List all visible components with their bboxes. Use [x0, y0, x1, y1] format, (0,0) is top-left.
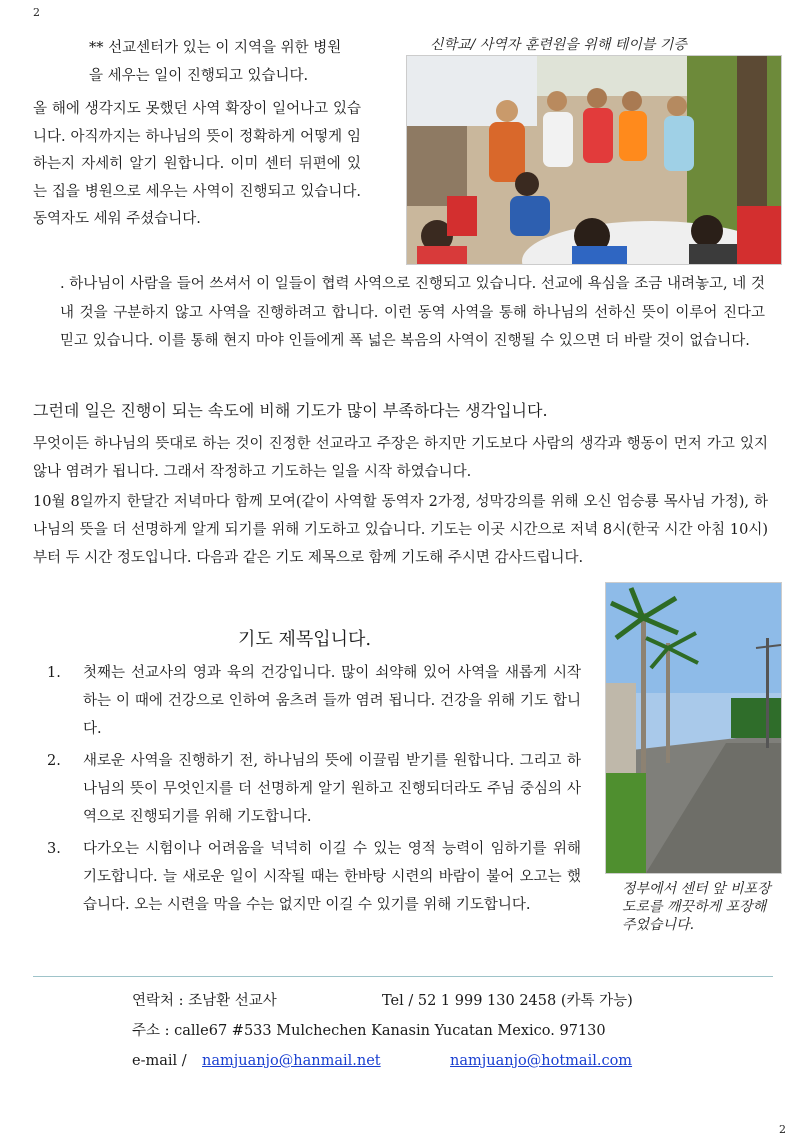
- prayer-item-3: [33, 835, 581, 919]
- hospital-notice-line2: 을 세우는 일이 진행되고 있습니다.: [89, 68, 309, 84]
- cooperation-paragraph: . 하나님이 사람을 들어 쓰셔서 이 일들이 협력 사역으로 진행되고 있습니다. 선교에 욕심을 조금 내려놓고, 네 것 내 것을 구분하지 않고 사역을 진행하려고 합니다. 이런 동역 사역을 통해 하나님의 선하신 뜻이 이루어 진다고 믿고 있습니다. 이를 통해 현지 마야 인들에게 폭 넓은 복음의 사역이 진행될 수 있으면 더 바랄 것이 없습니다.: [60, 276, 765, 349]
- paved-road-photo-frame: [605, 582, 782, 874]
- contact-address: 주소 : calle67 #533 Mulchechen Kanasin Yucatan Mexico. 97130: [132, 1023, 606, 1039]
- contact-tel: Tel / 52 1 999 130 2458 (카톡 가능): [382, 993, 633, 1009]
- prayer-item-number: 1.: [47, 665, 61, 681]
- ministry-expansion-paragraph: 올 해에 생각지도 못했던 사역 확장이 일어나고 있습니다. 아직까지는 하나님의 뜻이 정확하게 어떻게 임하는지 자세히 알기 원합니다. 이미 센터 뒤편에 있는 집을 병원으로 세우는 사역이 진행되고 있습니다. 동역자도 세워 주셨습니다.: [33, 101, 361, 227]
- contact-block: [132, 986, 692, 1076]
- prayer-list-title: 기도 제목입니다.: [238, 629, 372, 650]
- prayer-item-2: [33, 747, 581, 831]
- email-link-hotmail[interactable]: namjuanjo@hotmail.com: [450, 1053, 633, 1069]
- page-number-bottom: 2: [779, 1123, 786, 1136]
- prayer-item-number: 3.: [47, 841, 61, 857]
- hospital-notice-line1: ** 선교센터가 있는 이 지역을 위한 병원: [89, 40, 342, 56]
- contact-divider: [33, 976, 773, 977]
- prayer-item-text: 다가오는 시험이나 어려움을 넉넉히 이길 수 있는 영적 능력이 임하기를 위해 기도합니다. 늘 새로운 일이 시작될 때는 한바탕 시련의 바람이 불어 오고는 했습니다. 오는 시련을 막을 수는 없지만 이길 수 있기를 위해 기도합니다.: [83, 841, 581, 913]
- prayer-item-text: 첫째는 선교사의 영과 육의 건강입니다. 많이 쇠약해 있어 사역을 새롭게 시작하는 이 때에 건강으로 인하여 움츠려 들까 염려 됩니다. 건강을 위해 기도 합니다.: [83, 665, 581, 737]
- page-number-top: 2: [33, 6, 40, 19]
- contact-row-name-tel: [132, 986, 692, 1016]
- prayer-schedule-paragraph: 10월 8일까지 한달간 저녁마다 함께 모여(같이 사역할 동역자 2가정, 성막강의를 위해 오신 엄승룡 목사님 가정), 하나님의 뜻을 더 선명하게 알게 되기를 위해 기도하고 있습니다. 기도는 이곳 시간으로 저녁 8시(한국 시간 아침 10시)부터 두 시간 정도입니다. 다음과 같은 기도 제목으로 함께 기도해 주시면 감사드립니다.: [33, 494, 768, 566]
- people-at-tables-image: [407, 56, 781, 264]
- prayer-list: [33, 659, 581, 919]
- photo1-caption: 신학교/ 사역자 훈련원을 위해 테이블 기증: [430, 37, 687, 53]
- paved-road-image: [606, 583, 781, 873]
- contact-name: 연락처 : 조남환 선교사: [132, 993, 277, 1009]
- email-link-hanmail[interactable]: namjuanjo@hanmail.net: [202, 1053, 381, 1069]
- email-label: e-mail /: [132, 1053, 187, 1069]
- prayer-start-paragraph: 무엇이든 하나님의 뜻대로 하는 것이 진정한 선교라고 주장은 하지만 기도보다 사람의 생각과 행동이 먼저 가고 있지 않나 염려가 됩니다. 그래서 작정하고 기도하는 일을 시작 하였습니다.: [33, 436, 768, 480]
- prayer-concern-heading: 그런데 일은 진행이 되는 속도에 비해 기도가 많이 부족하다는 생각입니다.: [33, 401, 548, 420]
- training-center-photo: [406, 55, 782, 265]
- contact-row-email: [132, 1046, 692, 1076]
- prayer-item-text: 새로운 사역을 진행하기 전, 하나님의 뜻에 이끌림 받기를 원합니다. 그리고 하나님의 뜻이 무엇인지를 더 선명하게 알기 원하고 진행되더라도 주님 중심의 사역으로 진행되기를 위해 기도합니다.: [83, 753, 581, 825]
- prayer-item-1: [33, 659, 581, 743]
- photo2-caption: 정부에서 센터 앞 비포장 도로를 깨끗하게 포장해 주었습니다.: [622, 881, 771, 933]
- prayer-item-number: 2.: [47, 753, 61, 769]
- hospital-notice: [89, 34, 389, 90]
